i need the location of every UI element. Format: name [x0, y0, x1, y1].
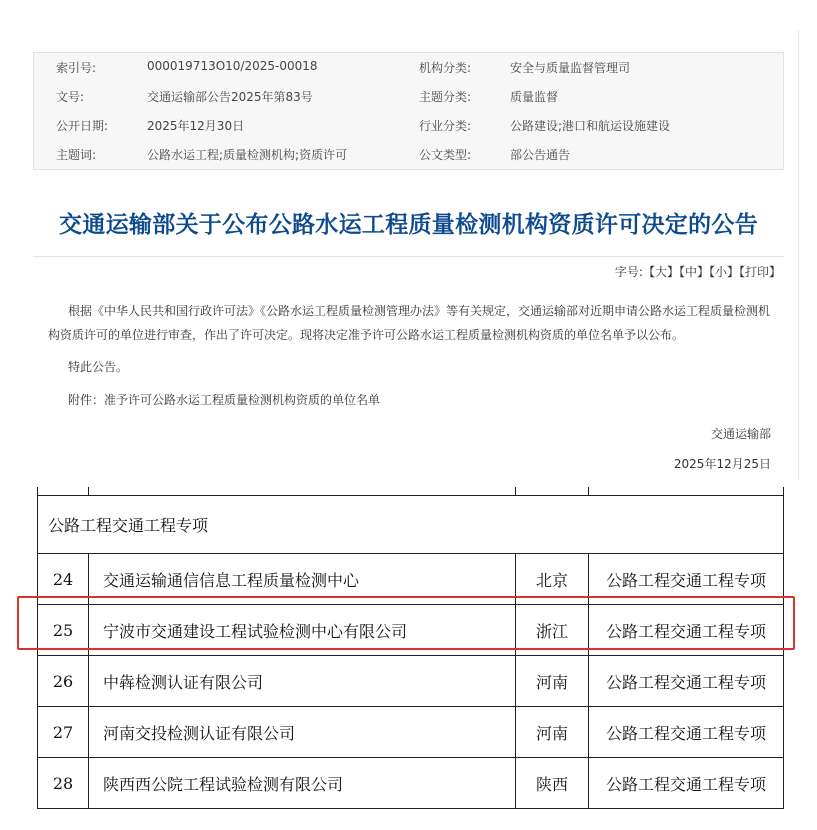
metadata-panel: [33, 52, 784, 170]
table-row: [38, 605, 784, 656]
province: 陕西: [516, 758, 589, 809]
meta-row: [34, 111, 783, 140]
institution-name: 陕西西公院工程试验检测有限公司: [89, 758, 516, 809]
meta-value: 部公告通告: [510, 148, 571, 162]
font-large-link[interactable]: 【大】: [642, 265, 679, 279]
row-number: 27: [38, 707, 89, 758]
qualification-table: [37, 487, 784, 809]
institution-name: 河南交投检测认证有限公司: [89, 707, 516, 758]
table-row: [38, 656, 784, 707]
row-number: 25: [38, 605, 89, 656]
qualification-type: 公路工程交通工程专项: [589, 758, 784, 809]
table-row: [38, 554, 784, 605]
font-medium-link[interactable]: 【中】: [678, 265, 709, 279]
row-number: 26: [38, 656, 89, 707]
font-size-label: 字号:: [614, 265, 643, 279]
font-small-link[interactable]: 【小】: [708, 265, 739, 279]
qualification-type: 公路工程交通工程专项: [589, 605, 784, 656]
closing-statement: 特此公告。: [68, 360, 129, 374]
meta-key: 主题分类:: [419, 90, 472, 104]
meta-value: 质量监督: [510, 90, 559, 104]
qualification-type: 公路工程交通工程专项: [589, 707, 784, 758]
issuing-organization: 交通运输部: [710, 427, 771, 441]
divider: [33, 256, 784, 257]
meta-key: 公开日期:: [56, 119, 109, 133]
institution-name: 交通运输通信信息工程质量检测中心: [89, 554, 516, 605]
meta-row: [34, 82, 783, 111]
table-row: [38, 758, 784, 809]
meta-value: 安全与质量监督管理司: [510, 61, 631, 75]
institution-name: 宁波市交通建设工程试验检测中心有限公司: [89, 605, 516, 656]
province: 河南: [516, 707, 589, 758]
meta-value: 2025年12月30日: [147, 119, 245, 133]
issue-date: 2025年12月25日: [673, 457, 771, 471]
qualification-type: 公路工程交通工程专项: [589, 656, 784, 707]
row-number: 24: [38, 554, 89, 605]
table-row: [38, 707, 784, 758]
meta-key: 主题词:: [56, 148, 97, 162]
meta-row: [34, 53, 783, 82]
meta-key: 索引号:: [56, 61, 97, 75]
province: 北京: [516, 554, 589, 605]
meta-value: 公路建设;港口和航运设施建设: [510, 119, 671, 133]
section-title: 公路工程交通工程专项: [38, 496, 784, 554]
meta-key: 机构分类:: [419, 61, 472, 75]
font-size-controls: [615, 263, 781, 280]
table-row-fragment: [38, 487, 784, 496]
meta-value: 交通运输部公告2025年第83号: [147, 90, 313, 104]
institution-name: 中犇检测认证有限公司: [89, 656, 516, 707]
page-title: 交通运输部关于公布公路水运工程质量检测机构资质许可决定的公告: [59, 212, 758, 238]
attachment-link[interactable]: 附件：准予许可公路水运工程质量检测机构资质的单位名单: [68, 393, 381, 407]
print-link[interactable]: 【打印】: [738, 265, 781, 279]
meta-key: 文号:: [56, 90, 85, 104]
meta-key: 行业分类:: [419, 119, 472, 133]
body-paragraph: 根据《中华人民共和国行政许可法》《公路水运工程质量检测管理办法》等有关规定，交通运输部对近期申请公路水运工程质量检测机构资质许可的单位进行审查，作出了许可决定。现将决定准予许可公路水运工程质量检测机构资质的单位名单予以公布。: [48, 304, 771, 342]
row-number: 28: [38, 758, 89, 809]
meta-value: 000019713O10/2025-00018: [147, 59, 318, 73]
meta-key: 公文类型:: [419, 148, 472, 162]
province: 浙江: [516, 605, 589, 656]
meta-row: [34, 140, 783, 169]
province: 河南: [516, 656, 589, 707]
meta-value: 公路水运工程;质量检测机构;资质许可: [147, 148, 348, 162]
qualification-type: 公路工程交通工程专项: [589, 554, 784, 605]
table-section-header: [38, 496, 784, 554]
